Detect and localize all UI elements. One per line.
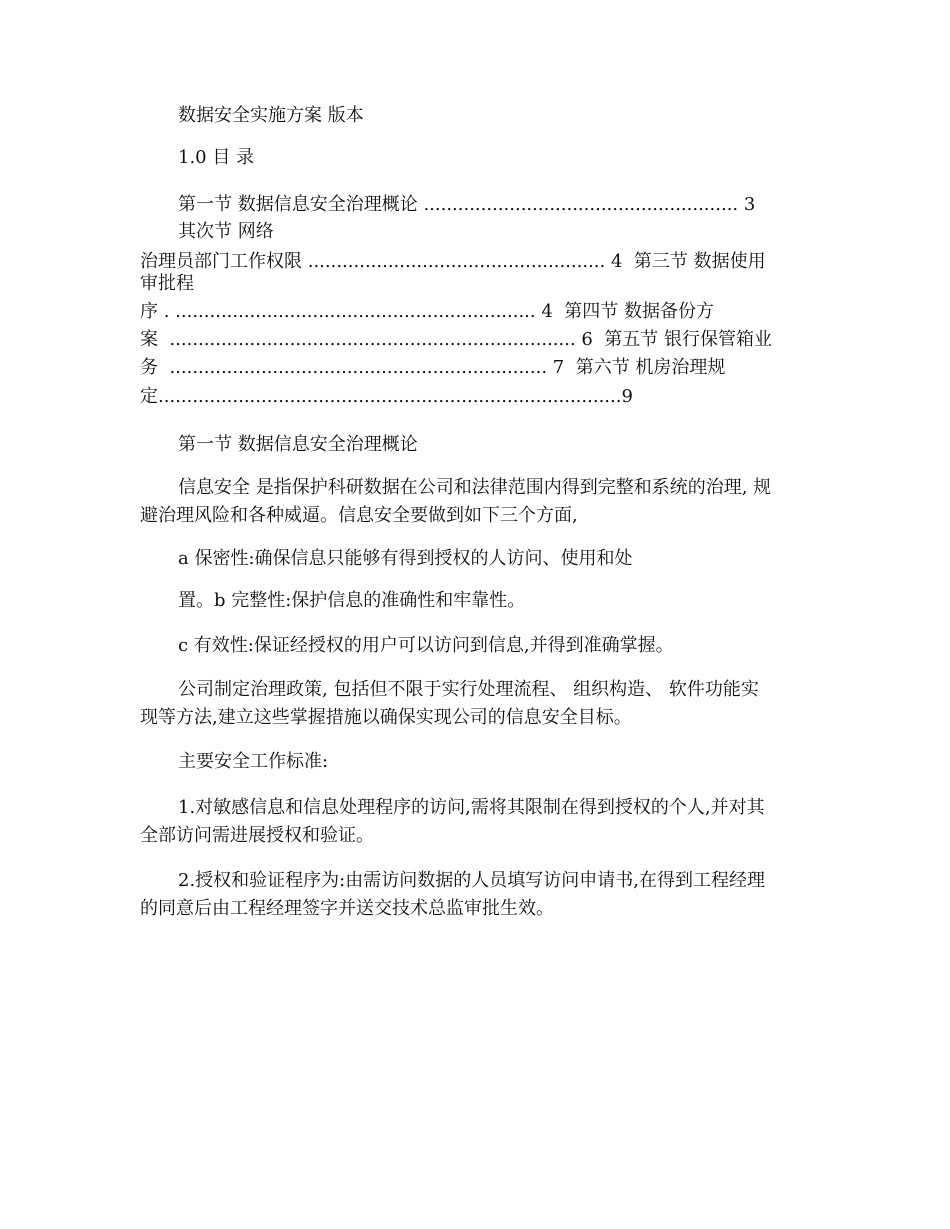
paragraph-line: 避治理风险和各种威逼。信息安全要做到如下三个方面, [140,505,578,526]
section-heading: 第一节 数据信息安全治理概论 [178,434,418,455]
toc-entry: 序 . ............................................................... 4 第四节 数据备份方 [140,301,714,322]
list-item-c: c 有效性:保证经授权的用户可以访问到信息,并得到准确掌握。 [178,635,674,656]
document-title: 数据安全实施方案 版本 [178,105,364,126]
toc-entry: 审批程 [140,273,194,294]
toc-entry: 定.................................................................................9 [140,386,633,407]
rule-line: 1.对敏感信息和信息处理程序的访问,需将其限制在得到授权的个人,并对其 [178,797,765,818]
rule-line: 全部访问需进展授权和验证。 [140,825,374,846]
toc-entry: 务 .................................................................. 7 第六节 机房治理规 [140,357,726,378]
toc-entry: 其次节 网络 [178,221,274,242]
toc-entry: 治理员部门工作权限 .................................................... 4 第三节 数据使用 [140,251,766,272]
paragraph-line: 现等方法,建立这些掌握措施以确保实现公司的信息安全目标。 [140,707,632,728]
toc-entry: 第一节 数据信息安全治理概论 ....................................................... 3 [178,194,756,215]
paragraph-line: 信息安全 是指保护科研数据在公司和法律范围内得到完整和系统的治理, 规 [178,477,772,498]
standards-heading: 主要安全工作标准: [178,751,329,772]
document-version-toc-heading: 1.0 目 录 [178,147,255,168]
list-item-a: a 保密性:确保信息只能够有得到授权的人访问、使用和处 [178,548,633,569]
rule-line: 的同意后由工程经理签字并送交技术总监审批生效。 [140,898,554,919]
list-item-b: 置。b 完整性:保护信息的准确性和牢靠性。 [178,590,526,611]
toc-entry: 案 ....................................................................... 6 第五节 银行保管箱业 [140,329,773,350]
rule-line: 2.授权和验证程序为:由需访问数据的人员填写访问申请书,在得到工程经理 [178,870,765,891]
paragraph-line: 公司制定治理政策, 包括但不限于实行处理流程、 组织构造、 软件功能实 [178,679,759,700]
